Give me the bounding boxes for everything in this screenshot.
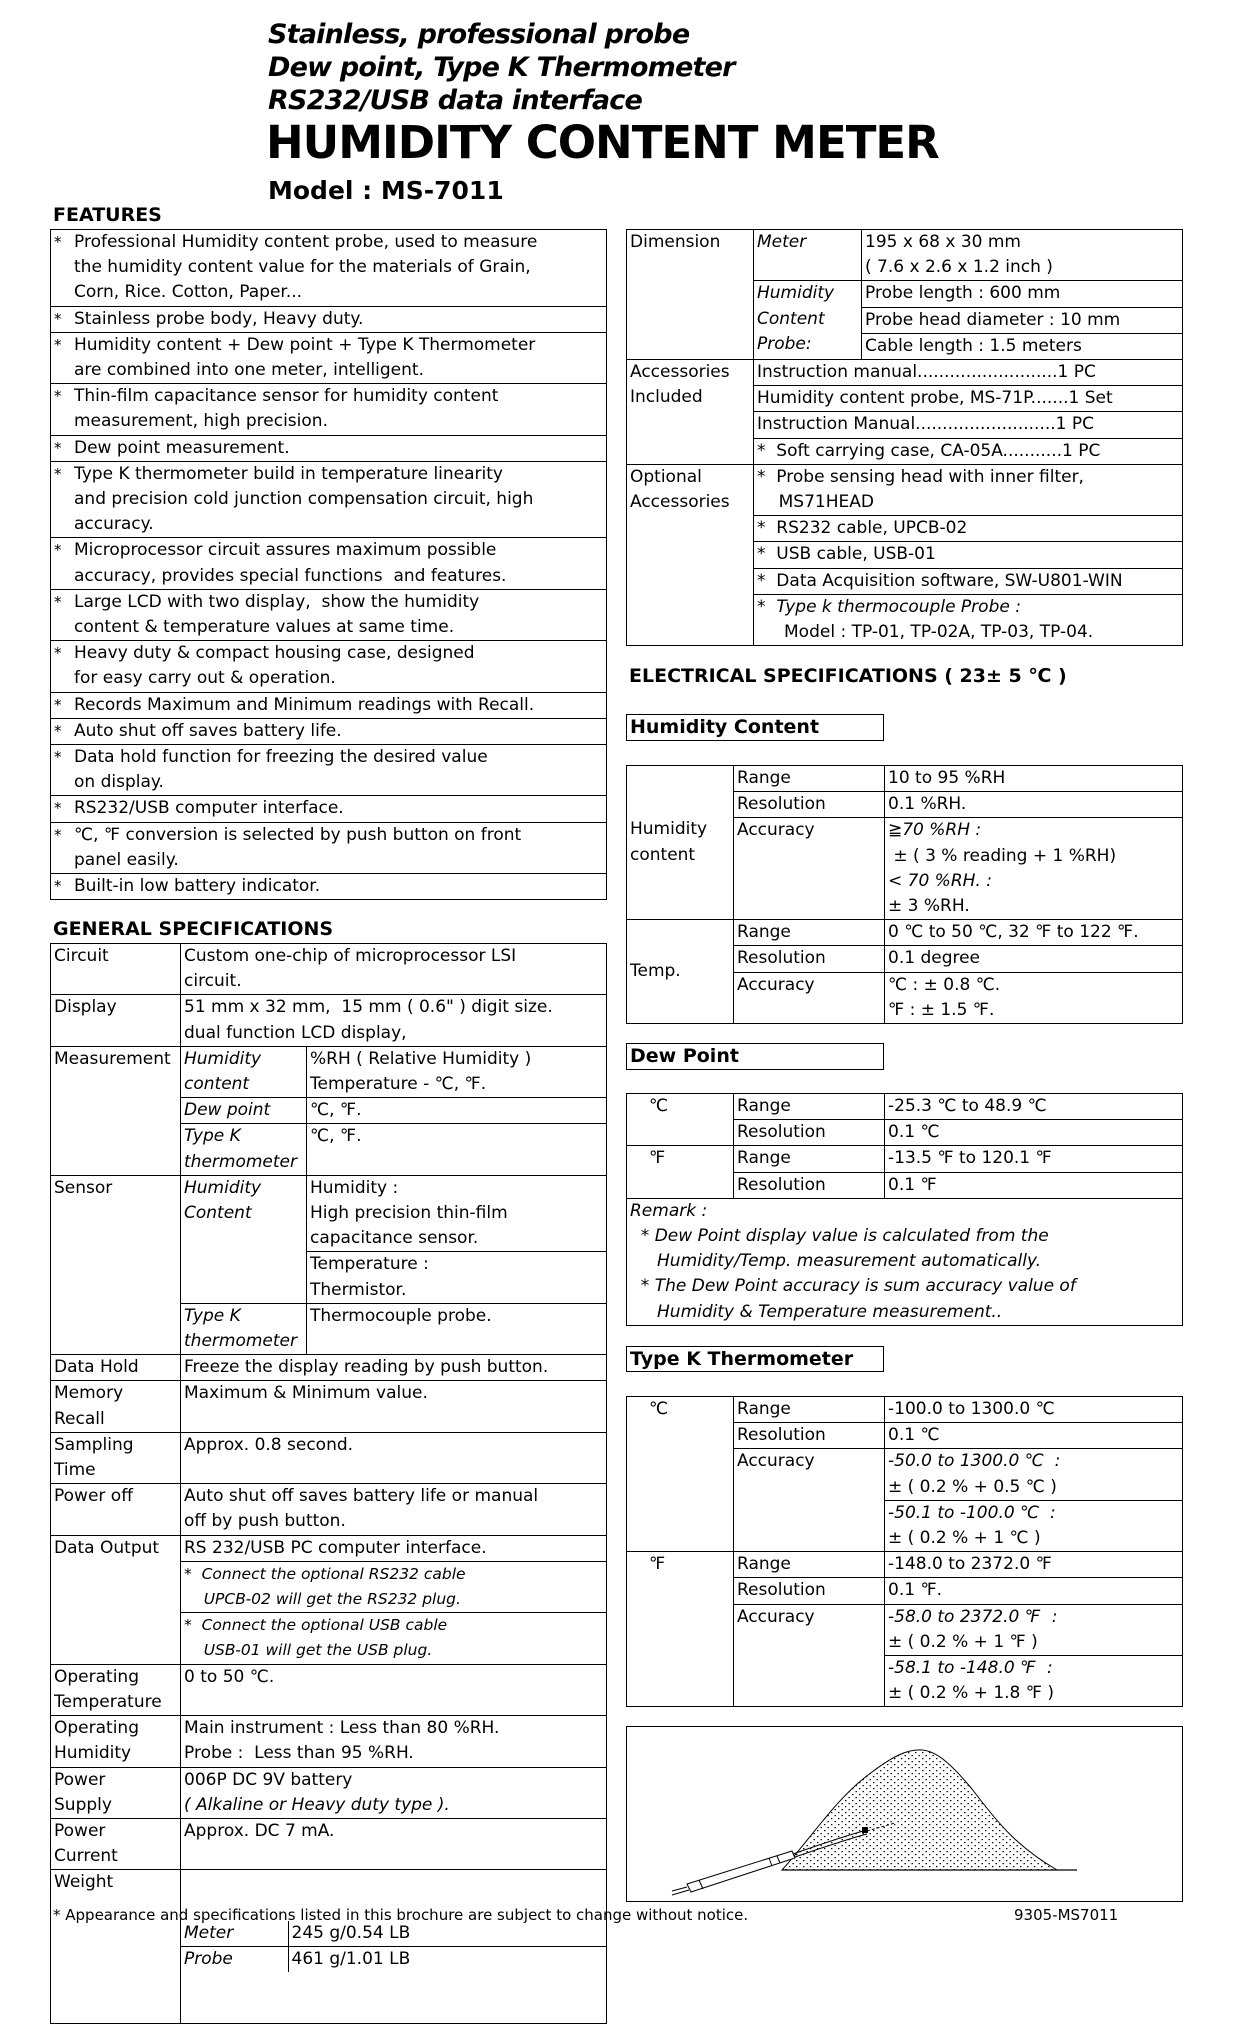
param-value: -25.3 ℃ to 48.9 ℃ — [885, 1094, 1183, 1120]
feature-row — [51, 692, 607, 718]
optional-item-thermocouple — [754, 594, 1183, 645]
feature-text: Heavy duty & compact housing case, designed for easy carry out & operation. — [74, 643, 475, 689]
param-value — [885, 1500, 1183, 1551]
param-value: 0.1 ℉ — [885, 1172, 1183, 1198]
feature-row — [51, 230, 607, 307]
spec-value — [181, 1767, 607, 1818]
bullet-star-icon: * — [54, 799, 62, 818]
feature-row — [51, 796, 607, 822]
probe-head-diameter: Probe head diameter : 10 mm — [862, 307, 1183, 333]
accuracy-val: ± ( 0.2 % + 1.8 ℉ ) — [888, 1683, 1054, 1704]
accuracy-val: ± ( 3 % reading + 1 %RH) — [888, 845, 1117, 866]
spec-value: Custom one-chip of microprocessor LSI circuit. — [181, 944, 607, 995]
accuracy-val: ± ( 0.2 % + 1 ℉ ) — [888, 1631, 1038, 1652]
param-value: ℃ : ± 0.8 ℃. ℉ : ± 1.5 ℉. — [885, 972, 1183, 1023]
feature-text: Humidity content + Dew point + Type K Thermometer are combined into one meter, intelligent. — [74, 334, 536, 381]
features-table — [50, 229, 607, 900]
bullet-star-icon: * — [54, 695, 62, 714]
feature-row — [51, 332, 607, 383]
feature-item — [51, 230, 607, 307]
feature-text: Records Maximum and Minimum readings with Recall. — [74, 694, 535, 715]
param-label: Range — [734, 1397, 885, 1423]
feature-text: Stainless probe body, Heavy duty. — [74, 308, 364, 329]
feature-row — [51, 874, 607, 900]
param-label: Range — [734, 920, 885, 946]
features-heading: FEATURES — [53, 204, 162, 226]
param-value: 0.1 ℃ — [885, 1120, 1183, 1146]
accessory-item: Humidity content probe, MS-71P.......1 Set — [754, 386, 1183, 412]
general-specs-table — [50, 943, 607, 2024]
param-label: Range — [734, 1552, 885, 1578]
star: * — [757, 596, 766, 617]
feature-text: Built-in low battery indicator. — [74, 876, 321, 897]
document-code: 9305-MS7011 — [1014, 1906, 1119, 1924]
humidity-label: Humidity content — [627, 766, 734, 920]
probe-label: Humidity Content Probe: — [754, 281, 862, 360]
feature-item — [51, 822, 607, 873]
param-value — [885, 1449, 1183, 1500]
bullet-star-icon: * — [54, 335, 62, 354]
thermocouple-models: Model : TP-01, TP-02A, TP-03, TP-04. — [757, 622, 1094, 643]
dew-point-title: Dew Point — [626, 1043, 884, 1070]
feature-text: Dew point measurement. — [74, 437, 290, 458]
accuracy-cond: -58.0 to 2372.0 ℉ : — [888, 1606, 1058, 1627]
tagline-2: Dew point, Type K Thermometer — [268, 52, 735, 83]
bullet-star-icon: * — [54, 438, 62, 457]
dew-point-remark: Remark : * Dew Point display value is calculated from the Humidity/Temp. measurement automatically. * The Dew Point accuracy is sum accuracy value of Humidity & Temperature measurement.. — [627, 1198, 1183, 1325]
bullet-star-icon: * — [54, 748, 62, 767]
accuracy-val: ± ( 0.2 % + 1 ℃ ) — [888, 1528, 1041, 1549]
spec-value: Approx. DC 7 mA. — [181, 1818, 607, 1869]
sub-label: Type K thermometer — [181, 1303, 307, 1354]
spec-value: Humidity : High precision thin-film capacitance sensor. — [307, 1175, 607, 1252]
param-label: Range — [734, 766, 885, 792]
optional-item: * USB cable, USB-01 — [754, 542, 1183, 568]
param-value: -100.0 to 1300.0 ℃ — [885, 1397, 1183, 1423]
param-value: 0.1 ℃ — [885, 1423, 1183, 1449]
feature-row — [51, 384, 607, 435]
optional-item: * Data Acquisition software, SW-U801-WIN — [754, 568, 1183, 594]
spec-label: Power off — [51, 1484, 181, 1535]
spec-value: Main instrument : Less than 80 %RH. Probe : Less than 95 %RH. — [181, 1716, 607, 1767]
thermocouple-title: Type k thermocouple Probe : — [776, 596, 1021, 617]
feature-text: Professional Humidity content probe, used to measure the humidity content value for the materials of Grain, Corn, Rice. Cotton, Paper... — [74, 232, 538, 303]
feature-row — [51, 435, 607, 461]
bullet-star-icon: * — [54, 825, 62, 844]
type-k-table — [626, 1396, 1183, 1707]
sub-label: Dew point — [181, 1098, 307, 1124]
accuracy-val: ± 3 %RH. — [888, 896, 970, 917]
dimension-accessories-table — [626, 229, 1183, 646]
accuracy-cond: -50.0 to 1300.0 ℃ : — [888, 1451, 1061, 1472]
param-value: 10 to 95 %RH — [885, 766, 1183, 792]
probe-in-grain-illustration — [626, 1726, 1183, 1902]
page-title: HUMIDITY CONTENT METER — [266, 116, 939, 169]
bullet-star-icon: * — [54, 233, 62, 251]
spec-label: Sensor — [51, 1175, 181, 1354]
bullet-star-icon: * — [54, 309, 62, 328]
param-label: Resolution — [734, 1120, 885, 1146]
param-value: -148.0 to 2372.0 ℉ — [885, 1552, 1183, 1578]
bullet-star-icon: * — [54, 387, 62, 406]
accuracy-cond: -58.1 to -148.0 ℉ : — [888, 1658, 1053, 1679]
spec-value: 51 mm x 32 mm, 15 mm ( 0.6" ) digit size. dual function LCD display, — [181, 995, 607, 1046]
feature-item — [51, 384, 607, 435]
bullet-star-icon: * — [54, 877, 62, 896]
spec-value: 0 to 50 ℃. — [181, 1664, 607, 1715]
feature-row — [51, 306, 607, 332]
battery-note: ( Alkaline or Heavy duty type ). — [184, 1794, 450, 1815]
spec-value: Temperature : Thermistor. — [307, 1252, 607, 1303]
feature-item — [51, 796, 607, 822]
feature-item — [51, 332, 607, 383]
spec-label: Display — [51, 995, 181, 1046]
feature-row — [51, 718, 607, 744]
humidity-content-table — [626, 765, 1183, 1024]
tagline-1: Stainless, professional probe — [268, 19, 690, 50]
param-value — [885, 1656, 1183, 1707]
spec-label: Data Hold — [51, 1355, 181, 1381]
feature-item — [51, 641, 607, 692]
cable-length: Cable length : 1.5 meters — [862, 333, 1183, 359]
param-value — [885, 1604, 1183, 1655]
bullet-star-icon: * — [54, 541, 62, 560]
spec-value: ℃, ℉. — [307, 1098, 607, 1124]
param-label: Range — [734, 1146, 885, 1172]
bullet-star-icon: * — [54, 721, 62, 740]
param-value: 0.1 ℉. — [885, 1578, 1183, 1604]
feature-row — [51, 538, 607, 589]
spec-label: Operating Humidity — [51, 1716, 181, 1767]
accessory-item: * Soft carrying case, CA-05A...........1 PC — [754, 438, 1183, 464]
dimension-label: Dimension — [627, 230, 754, 360]
param-label: Accuracy — [734, 818, 885, 920]
bullet-star-icon: * — [54, 464, 62, 483]
bullet-star-icon: * — [54, 644, 62, 663]
spec-label: Circuit — [51, 944, 181, 995]
spec-note: * Connect the optional RS232 cable UPCB-02 will get the RS232 plug. — [181, 1561, 607, 1612]
spec-value: Thermocouple probe. — [307, 1303, 607, 1354]
accuracy-cond: -50.1 to -100.0 ℃ : — [888, 1502, 1056, 1523]
electrical-specs-heading: ELECTRICAL SPECIFICATIONS ( 23± 5 ℃ ) — [629, 665, 1067, 687]
feature-item — [51, 745, 607, 796]
fahrenheit-unit: ℉ — [627, 1552, 734, 1707]
feature-item — [51, 589, 607, 640]
footnote: * Appearance and specifications listed in this brochure are subject to change without notice. — [53, 1906, 749, 1924]
feature-item — [51, 435, 607, 461]
feature-text: Data hold function for freezing the desired value on display. — [74, 747, 488, 793]
param-label: Resolution — [734, 1423, 885, 1449]
meter-label: Meter — [754, 230, 862, 281]
param-label: Accuracy — [734, 1604, 885, 1707]
param-label: Accuracy — [734, 1449, 885, 1552]
feature-item — [51, 874, 607, 900]
accuracy-val: ± ( 0.2 % + 0.5 ℃ ) — [888, 1476, 1057, 1497]
spec-value: Approx. 0.8 second. — [181, 1432, 607, 1483]
feature-row — [51, 461, 607, 538]
sub-label: Type K thermometer — [181, 1124, 307, 1175]
param-label: Accuracy — [734, 972, 885, 1023]
accessories-label: Accessories Included — [627, 360, 754, 465]
temp-label: Temp. — [627, 920, 734, 1024]
battery-type: 006P DC 9V battery — [184, 1769, 353, 1790]
weight-label-probe: Probe — [181, 1946, 288, 1972]
spec-value: %RH ( Relative Humidity ) Temperature - ℃, ℉. — [307, 1046, 607, 1097]
feature-row — [51, 641, 607, 692]
feature-row — [51, 822, 607, 873]
celsius-unit: ℃ — [627, 1397, 734, 1552]
weight-label-meter: Meter — [181, 1921, 288, 1947]
weight-table — [181, 1921, 606, 1972]
meter-dimension: 195 x 68 x 30 mm ( 7.6 x 2.6 x 1.2 inch ) — [862, 230, 1183, 281]
spec-label: Power Current — [51, 1818, 181, 1869]
tagline-3: RS232/USB data interface — [268, 85, 642, 116]
param-label: Range — [734, 1094, 885, 1120]
feature-text: Microprocessor circuit assures maximum possible accuracy, provides special functions and features. — [74, 540, 507, 586]
feature-row — [51, 745, 607, 796]
optional-item: * RS232 cable, UPCB-02 — [754, 516, 1183, 542]
feature-item — [51, 461, 607, 538]
model-number: Model : MS-7011 — [268, 176, 504, 205]
weight-cell — [181, 1870, 607, 2023]
sub-label: Humidity content — [181, 1046, 307, 1097]
param-value: 0.1 degree — [885, 946, 1183, 972]
spec-label: Power Supply — [51, 1767, 181, 1818]
accessory-item: Instruction Manual..........................1 PC — [754, 412, 1183, 438]
spec-value: ℃, ℉. — [307, 1124, 607, 1175]
fahrenheit-unit: ℉ — [627, 1146, 734, 1198]
feature-item — [51, 306, 607, 332]
humidity-content-title: Humidity Content — [626, 714, 884, 741]
param-value — [885, 818, 1183, 920]
spec-label: Weight — [51, 1870, 181, 2023]
spec-label: Sampling Time — [51, 1432, 181, 1483]
spec-label: Data Output — [51, 1535, 181, 1664]
bullet-star-icon: * — [54, 592, 62, 611]
weight-meter: 245 g/0.54 LB — [288, 1921, 606, 1947]
accuracy-cond: < 70 %RH. : — [888, 870, 992, 891]
probe-length: Probe length : 600 mm — [862, 281, 1183, 307]
param-label: Resolution — [734, 1578, 885, 1604]
spec-label: Memory Recall — [51, 1381, 181, 1432]
param-value: 0.1 %RH. — [885, 792, 1183, 818]
spec-label: Operating Temperature — [51, 1664, 181, 1715]
optional-item: * Probe sensing head with inner filter, MS71HEAD — [754, 464, 1183, 515]
feature-text: Thin-film capacitance sensor for humidity content measurement, high precision. — [74, 386, 499, 432]
param-value: -13.5 ℉ to 120.1 ℉ — [885, 1146, 1183, 1172]
spec-value: Auto shut off saves battery life or manual off by push button. — [181, 1484, 607, 1535]
feature-text: Type K thermometer build in temperature linearity and precision cold junction compensation circuit, high accuracy. — [74, 463, 534, 535]
feature-text: RS232/USB computer interface. — [74, 798, 344, 819]
feature-text: ℃, ℉ conversion is selected by push button on front panel easily. — [74, 824, 522, 870]
feature-item — [51, 718, 607, 744]
dew-point-table — [626, 1093, 1183, 1326]
celsius-unit: ℃ — [627, 1094, 734, 1146]
spec-label: Measurement — [51, 1046, 181, 1175]
spec-value: Freeze the display reading by push button. — [181, 1355, 607, 1381]
param-label: Resolution — [734, 792, 885, 818]
weight-probe: 461 g/1.01 LB — [288, 1946, 606, 1972]
feature-item — [51, 692, 607, 718]
param-label: Resolution — [734, 946, 885, 972]
accuracy-cond: ≧70 %RH : — [888, 820, 982, 841]
grain-pile-probe-icon — [627, 1727, 1181, 1900]
spec-value: RS 232/USB PC computer interface. — [181, 1535, 607, 1561]
optional-label: Optional Accessories — [627, 464, 754, 645]
feature-text: Large LCD with two display, show the humidity content & temperature values at same time. — [74, 591, 480, 638]
spec-note: * Connect the optional USB cable USB-01 will get the USB plug. — [181, 1613, 607, 1664]
param-value: 0 ℃ to 50 ℃, 32 ℉ to 122 ℉. — [885, 920, 1183, 946]
feature-row — [51, 589, 607, 640]
sub-label: Humidity Content — [181, 1175, 307, 1303]
feature-item — [51, 538, 607, 589]
type-k-title: Type K Thermometer — [626, 1346, 884, 1372]
spec-value: Maximum & Minimum value. — [181, 1381, 607, 1432]
feature-text: Auto shut off saves battery life. — [74, 720, 342, 741]
accessory-item: Instruction manual..........................1 PC — [754, 360, 1183, 386]
param-label: Resolution — [734, 1172, 885, 1198]
general-specs-heading: GENERAL SPECIFICATIONS — [53, 918, 334, 940]
